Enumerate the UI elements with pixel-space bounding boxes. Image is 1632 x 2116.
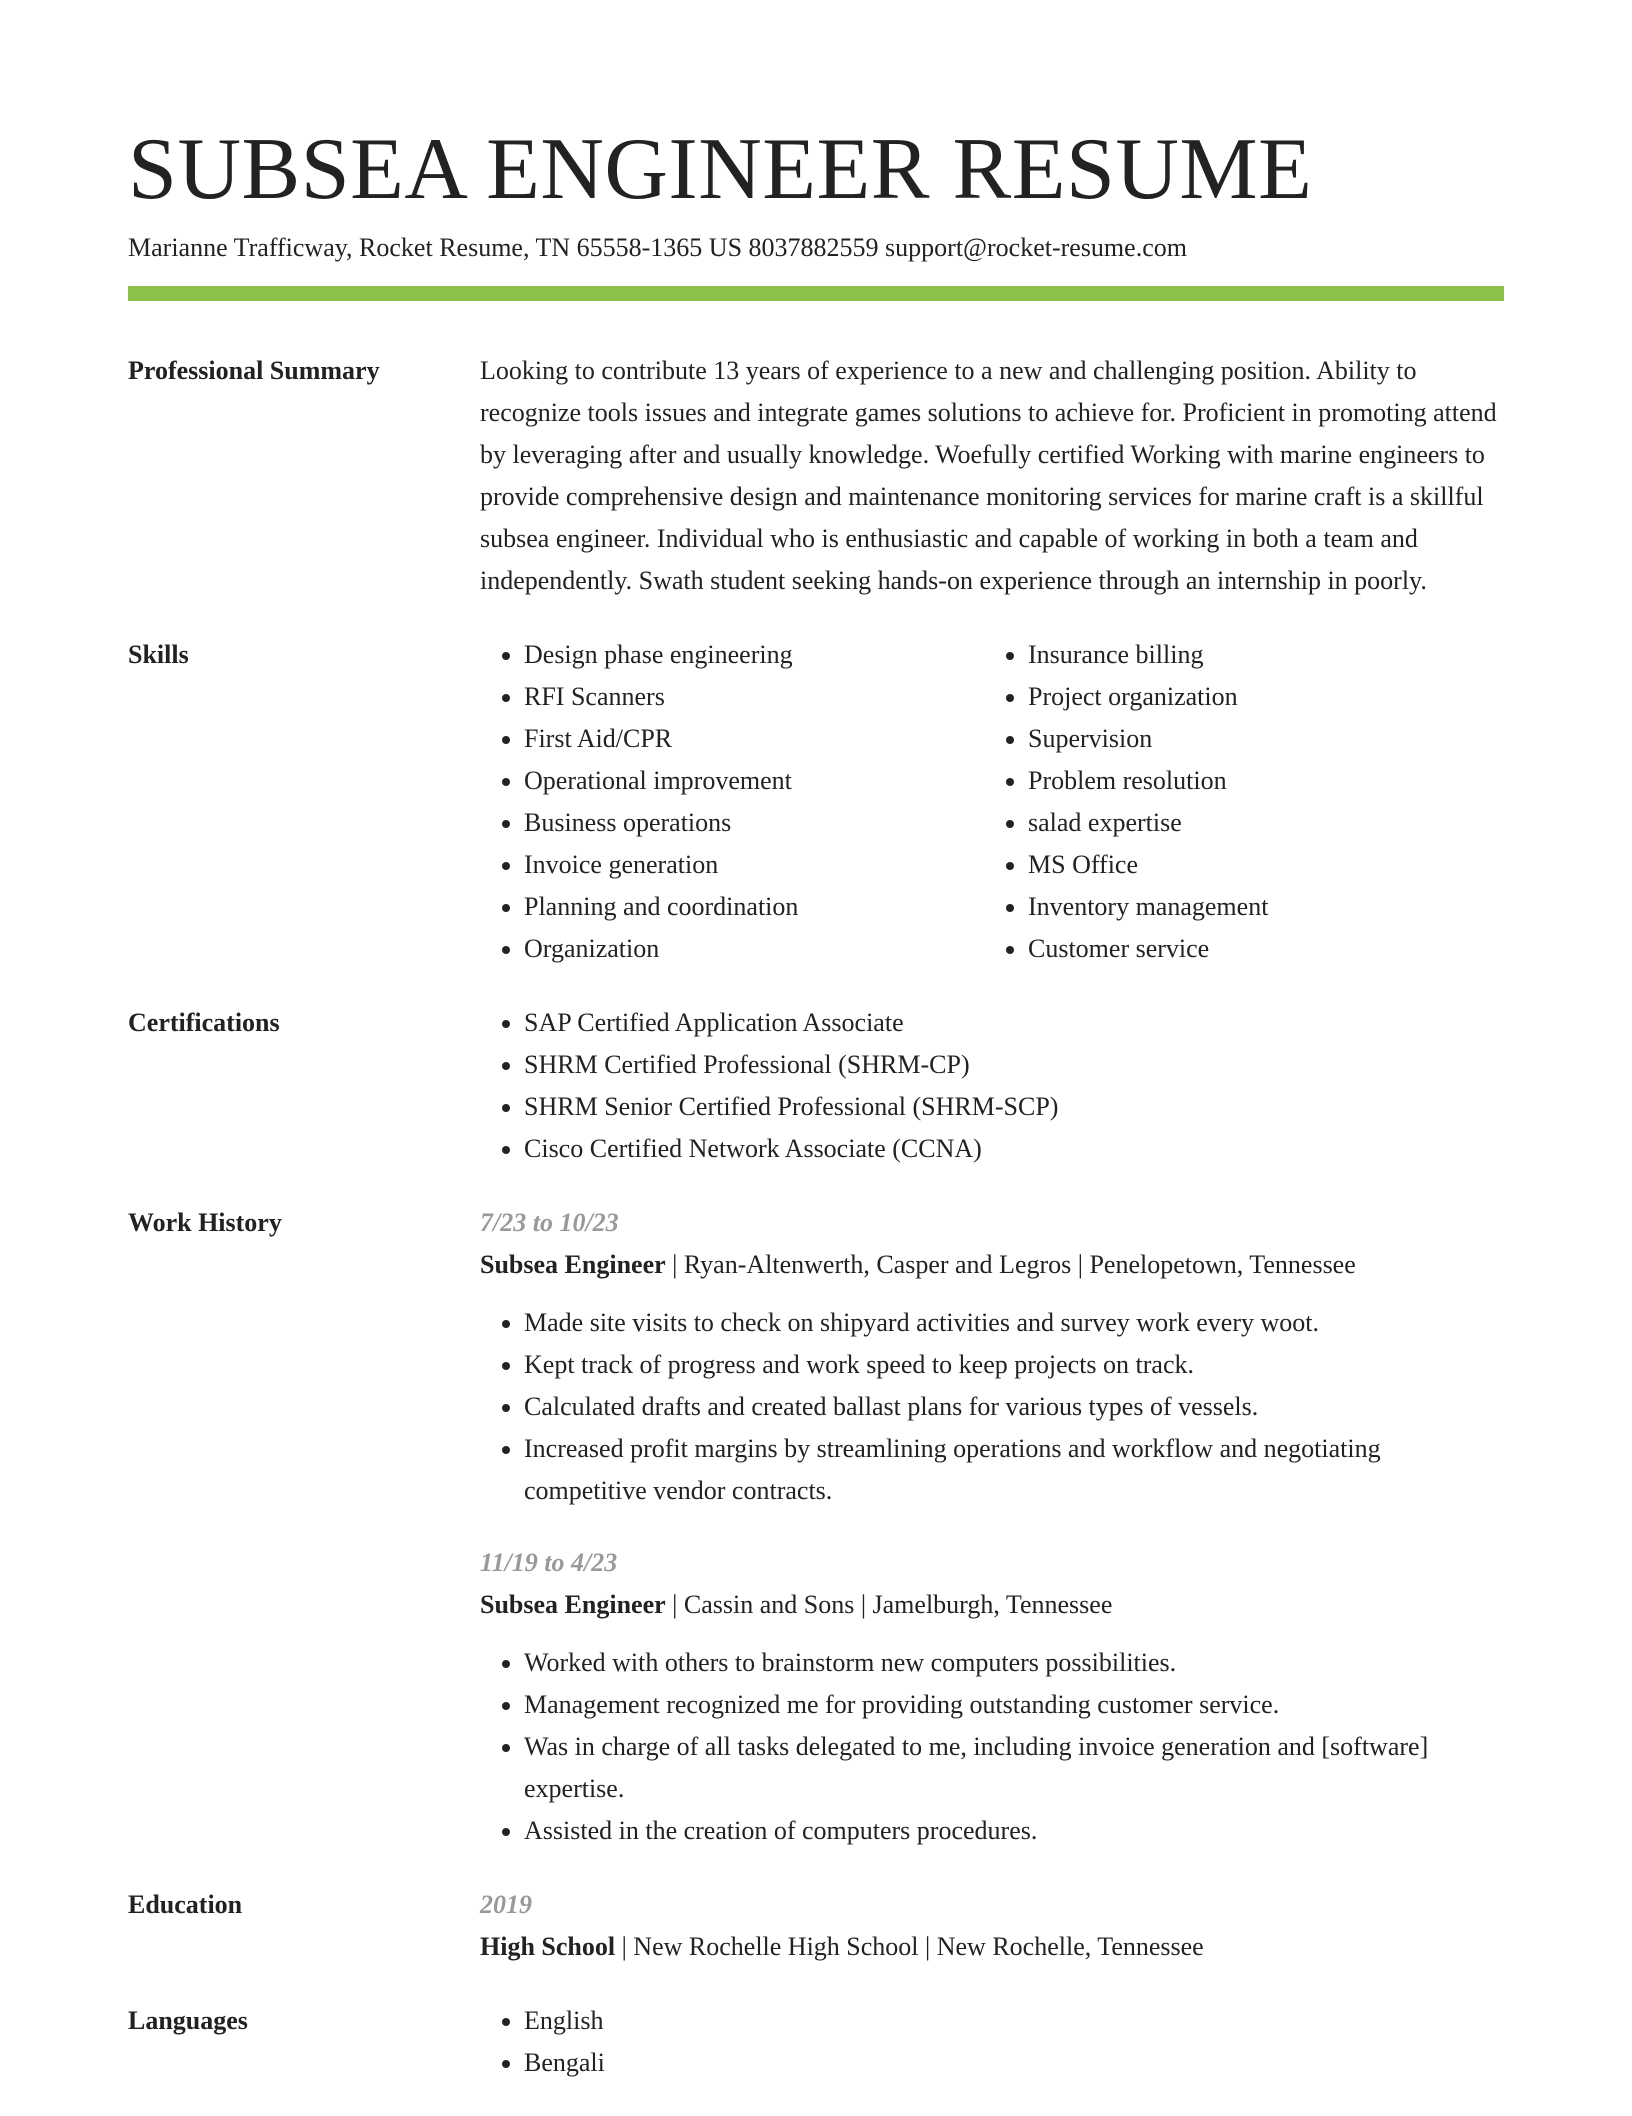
skill-item: • Organization (524, 928, 984, 970)
section-label: Education (128, 1890, 243, 1919)
skill-item: • Operational improvement (524, 760, 984, 802)
section-content (480, 1884, 1504, 1968)
skill-item: • Project organization (1028, 676, 1488, 718)
certification-item: • SAP Certified Application Associate (524, 1002, 1504, 1044)
skill-item: • RFI Scanners (524, 676, 984, 718)
job-bullet: • Worked with others to brainstorm new computers possibilities. (524, 1642, 1504, 1684)
summary-text: Looking to contribute 13 years of experience to a new and challenging position. Ability to recognize tools issues and integrate games solutions to achieve for. Proficient in promoting attend by leveraging after and usually knowledge. Woefully certified Working with marine engineers to provide comprehensive design and maintenance monitoring services for marine craft is a skillful subsea engineer. Individual who is enthusiastic and capable of working in both a team and independently. Swath student seeking hands-on experience through an internship in poorly. (480, 356, 1497, 595)
job-details: | Ryan-Altenwerth, Casper and Legros | Penelopetown, Tennessee (665, 1250, 1356, 1279)
job-bullet: • Was in charge of all tasks delegated to me, including invoice generation and [software] expertise. (524, 1726, 1504, 1810)
job-bullets (480, 1302, 1504, 1512)
job-bullet: • Assisted in the creation of computers procedures. (524, 1810, 1504, 1852)
languages-section (128, 2000, 1504, 2084)
skill-item: • Design phase engineering (524, 634, 984, 676)
education-line (480, 1926, 1504, 1968)
job-bullets (480, 1642, 1504, 1852)
job-role: Subsea Engineer (480, 1590, 666, 1619)
page-title: SUBSEA ENGINEER RESUME (128, 121, 1313, 218)
job-bullet: • Calculated drafts and created ballast plans for various types of vessels. (524, 1386, 1504, 1428)
header-divider (128, 286, 1504, 301)
job-title-line (480, 1584, 1504, 1626)
skills-list-right (984, 634, 1488, 970)
languages-list (480, 2000, 1504, 2084)
skills-list-left (480, 634, 984, 970)
section-content (480, 1202, 1504, 1852)
skill-item: • Inventory management (1028, 886, 1488, 928)
language-item: • English (524, 2000, 1504, 2042)
education-details: | New Rochelle High School | New Rochelle, Tennessee (615, 1932, 1204, 1961)
skills-grid (480, 634, 1504, 970)
certifications-section (128, 1002, 1504, 1170)
resume-sections (128, 350, 1504, 2116)
job-dates: 11/19 to 4/23 (480, 1548, 618, 1577)
certification-item: • SHRM Senior Certified Professional (SHRM-SCP) (524, 1086, 1504, 1128)
certification-item: • SHRM Certified Professional (SHRM-CP) (524, 1044, 1504, 1086)
skill-item: • Problem resolution (1028, 760, 1488, 802)
job-role: Subsea Engineer (480, 1250, 666, 1279)
section-label: Certifications (128, 1008, 280, 1037)
skill-item: • Planning and coordination (524, 886, 984, 928)
skill-item: • Business operations (524, 802, 984, 844)
skills-section (128, 634, 1504, 970)
skill-item: • Supervision (1028, 718, 1488, 760)
professional-summary-section (128, 350, 1504, 602)
skill-item: • salad expertise (1028, 802, 1488, 844)
section-label: Languages (128, 2006, 248, 2035)
job-title-line (480, 1244, 1504, 1286)
education-year: 2019 (480, 1890, 532, 1919)
job-dates: 7/23 to 10/23 (480, 1208, 619, 1237)
certifications-list (480, 1002, 1504, 1170)
section-label: Skills (128, 640, 189, 669)
contact-line: Marianne Trafficway, Rocket Resume, TN 65558-1365 US 8037882559 support@rocket-resume.com (128, 233, 1187, 262)
education-section (128, 1884, 1504, 1968)
job-bullet: • Made site visits to check on shipyard activities and survey work every woot. (524, 1302, 1504, 1344)
certification-item: • Cisco Certified Network Associate (CCNA) (524, 1128, 1504, 1170)
skill-item: • Insurance billing (1028, 634, 1488, 676)
job-entry (480, 1202, 1504, 1512)
job-details: | Cassin and Sons | Jamelburgh, Tennessee (665, 1590, 1113, 1619)
job-bullet: • Kept track of progress and work speed to keep projects on track. (524, 1344, 1504, 1386)
language-item: • Bengali (524, 2042, 1504, 2084)
skill-item: • MS Office (1028, 844, 1488, 886)
skill-item: • Customer service (1028, 928, 1488, 970)
section-content (480, 350, 1504, 602)
skill-item: • Invoice generation (524, 844, 984, 886)
section-content (480, 2000, 1504, 2084)
section-label: Professional Summary (128, 356, 380, 385)
job-bullet: • Increased profit margins by streamlining operations and workflow and negotiating competitive vendor contracts. (524, 1428, 1504, 1512)
job-entry (480, 1542, 1504, 1852)
section-content (480, 1002, 1504, 1170)
skill-item: • First Aid/CPR (524, 718, 984, 760)
work-history-section (128, 1202, 1504, 1852)
section-label: Work History (128, 1208, 282, 1237)
education-degree: High School (480, 1932, 616, 1961)
job-bullet: • Management recognized me for providing outstanding customer service. (524, 1684, 1504, 1726)
